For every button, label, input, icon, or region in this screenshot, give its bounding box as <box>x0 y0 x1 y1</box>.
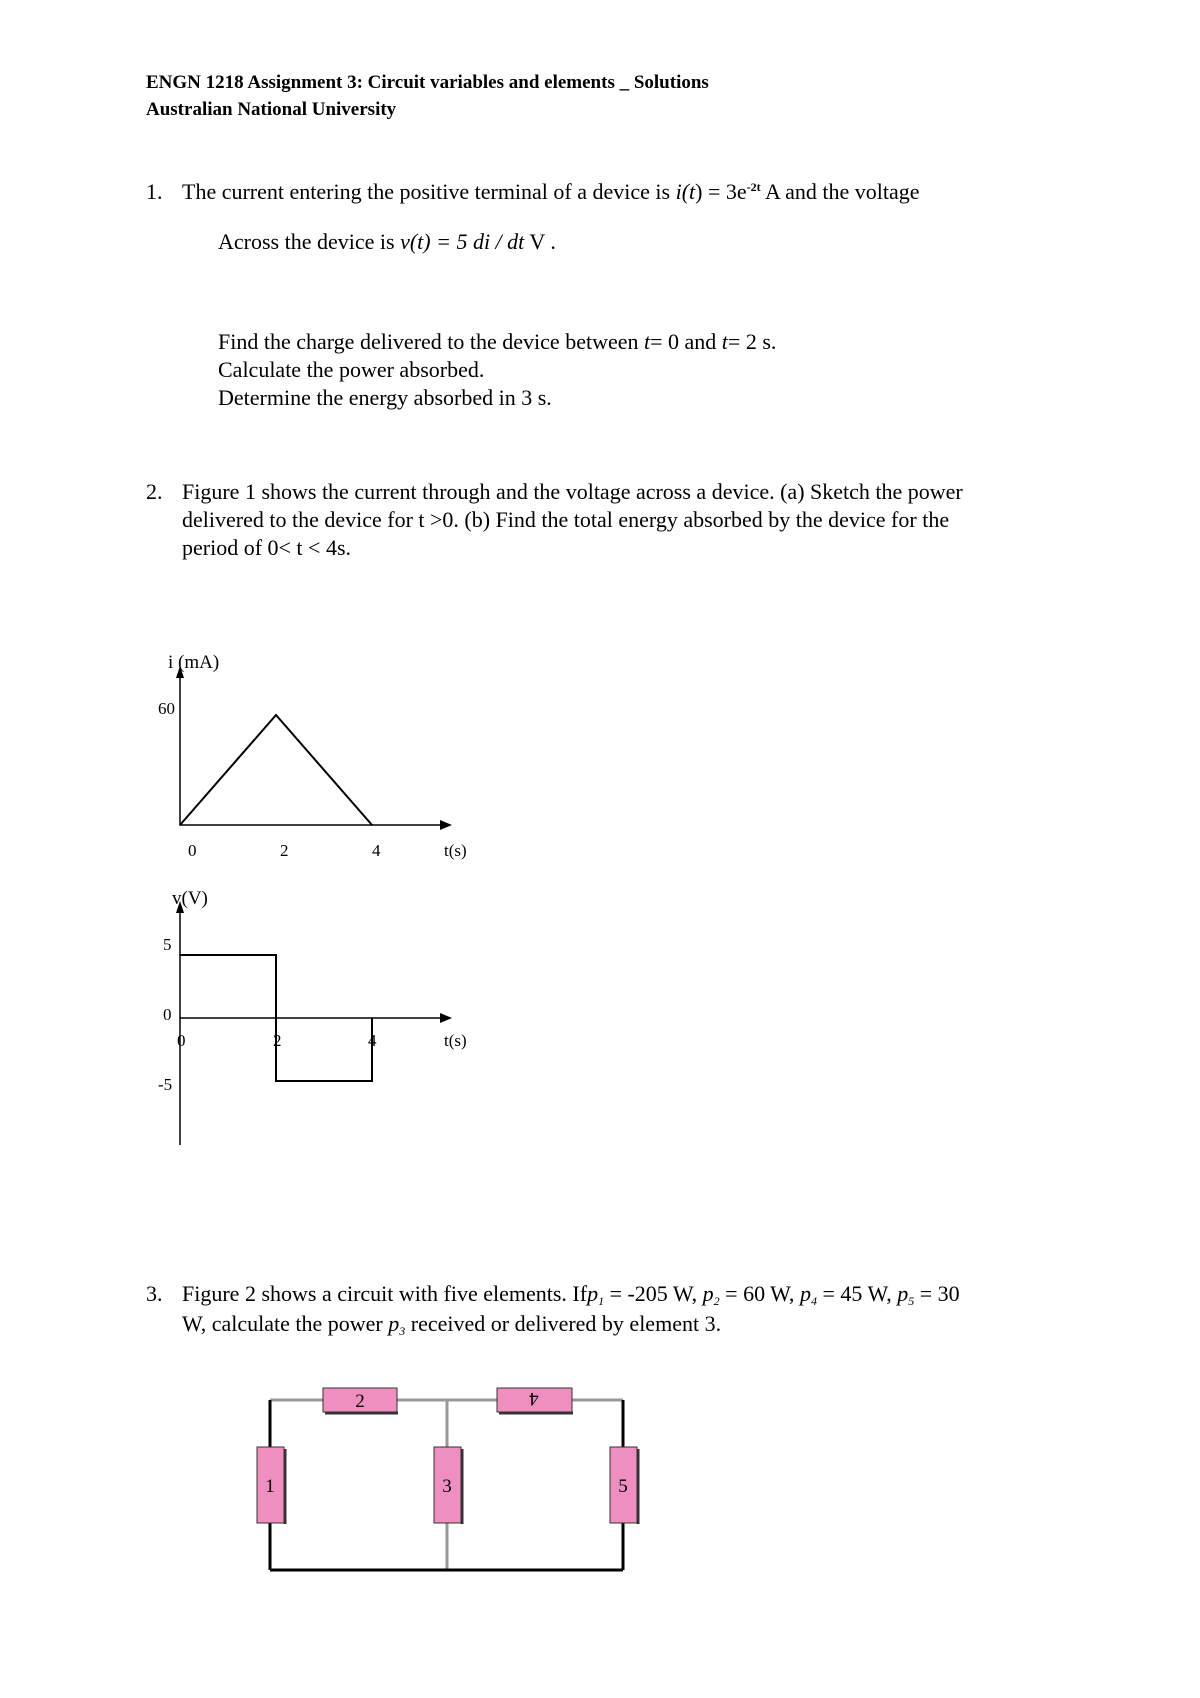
element-2-label: 2 <box>355 1391 365 1412</box>
q2-number: 2. <box>146 479 163 504</box>
current-x-tick-2: 2 <box>280 841 289 860</box>
voltage-y-label: v(V) <box>172 888 208 909</box>
element-4-label: 4 <box>529 1388 539 1409</box>
q3-line2: W, calculate the power $p_3$ received or delivered by element 3. <box>182 1311 722 1338</box>
voltage-y-tick-5: 5 <box>163 935 172 954</box>
q1-part-a: Find the charge delivered to the device between t= 0 and t= 2 s. <box>218 329 777 354</box>
current-x-label: t(s) <box>444 841 467 860</box>
q3-line1: Figure 2 shows a circuit with five elements. Ifp$_1$ = -205 W, $p_2 = 60$ W, $p_4 = 45$ W, $p_5 = 30$ <box>182 1281 960 1308</box>
q1-part-c: Determine the energy absorbed in 3 s. <box>218 385 552 410</box>
current-y-tick-60: 60 <box>158 699 175 718</box>
element-3-label: 3 <box>442 1476 452 1497</box>
voltage-y-tick-minus5: -5 <box>158 1075 173 1094</box>
q1-number: 1. <box>146 179 163 204</box>
element-5-label: 5 <box>618 1476 628 1497</box>
current-x-tick-4: 4 <box>372 841 381 860</box>
voltage-y-tick-0: 0 <box>163 1005 172 1024</box>
current-x-tick-0: 0 <box>188 841 197 860</box>
university-name: Australian National University <box>146 99 397 120</box>
voltage-x-label: t(s) <box>444 1031 467 1050</box>
q1-part-b: Calculate the power absorbed. <box>218 357 485 382</box>
voltage-x-tick-2: 2 <box>273 1031 282 1050</box>
q2-line1: Figure 1 shows the current through and the voltage across a device. (a) Sketch the power <box>182 479 963 504</box>
element-1-label: 1 <box>265 1476 275 1497</box>
voltage-x-tick-4: 4 <box>368 1031 377 1050</box>
q2-line2: delivered to the device for t >0. (b) Find the total energy absorbed by the device for the <box>182 507 950 532</box>
q3-number: 3. <box>146 1281 163 1306</box>
q2-line3: period of 0< t < 4s. <box>182 535 352 560</box>
q1-line1: The current entering the positive terminal of a device is $i(t) = 3e^{-2t}$ A and the voltage <box>182 179 920 204</box>
current-y-label: i (mA) <box>168 652 220 673</box>
voltage-x-tick-0: 0 <box>177 1031 186 1050</box>
q1-line2: Across the device is v(t) = 5 di / dt V . <box>218 229 556 254</box>
assignment-title: ENGN 1218 Assignment 3: Circuit variables and elements _ Solutions <box>146 72 709 93</box>
